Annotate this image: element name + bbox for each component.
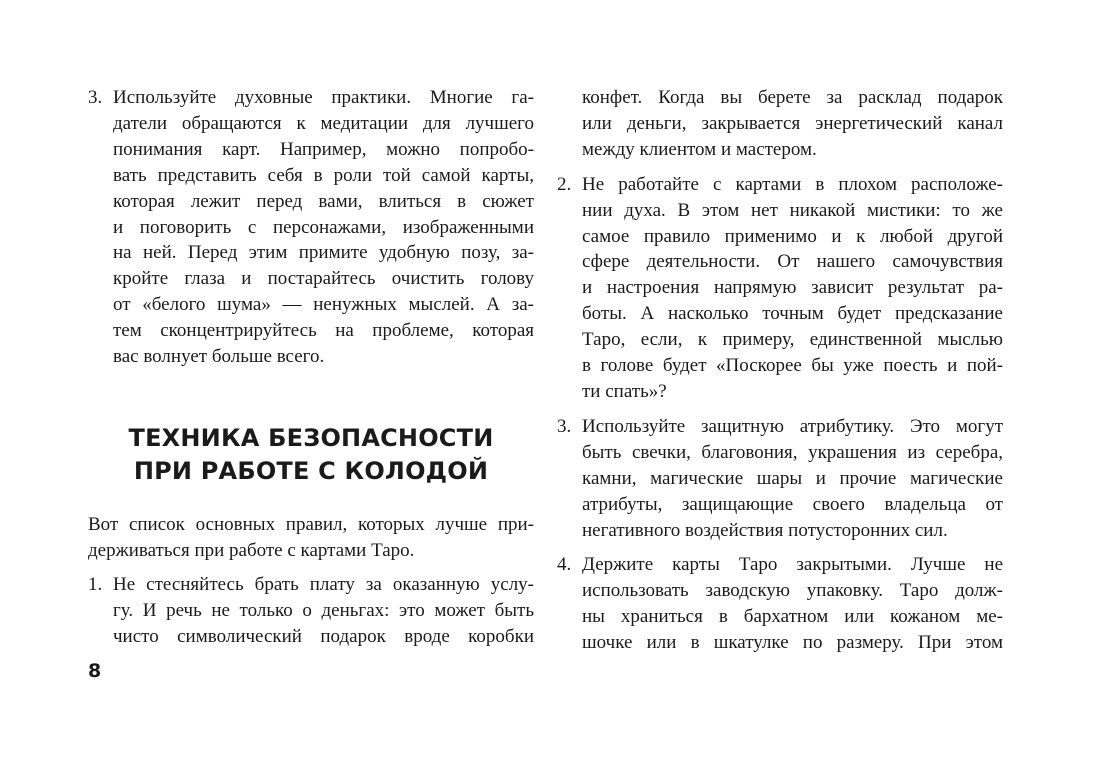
text-line: боты. А насколько точным будет предсказание [582, 303, 1003, 325]
left-list [88, 572, 534, 650]
text-line: Вот список основных правил, которых лучше при- [88, 514, 534, 535]
text-line: понимания карт. Например, можно попробо- [113, 138, 534, 160]
text-line: использовать заводскую упаковку. Таро долж- [582, 580, 1003, 602]
list-number: 1. [88, 574, 103, 595]
text-line: Не работайте с картами в плохом расположе- [582, 173, 1003, 195]
left-list-item-1 [88, 572, 534, 650]
text-line: на ней. Перед этим примите удобную позу, за- [113, 242, 534, 264]
text-line: Держите карты Таро закрытыми. Лучше не [582, 554, 1003, 576]
text-line: конфет. Когда вы берете за расклад подарок [582, 87, 1003, 108]
text-line: Не стесняйтесь брать плату за оказанную услу- [113, 574, 534, 595]
text-line: нии духа. В этом нет никакой мистики: то же [582, 199, 1003, 221]
text-line: которая лежит перед вами, влиться в сюжет [113, 190, 534, 212]
text-line: шочке или в шкатулке по размеру. При этом [582, 632, 1003, 654]
text-line: самое правило применимо и к любой другой [582, 225, 1003, 247]
text-line: от «белого шума» — ненужных мыслей. А за- [113, 294, 534, 316]
text-line: камни, магические шары и прочие магические [582, 467, 1003, 489]
list-number: 4. [557, 554, 572, 576]
text-line: Используйте защитную атрибутику. Это могут [582, 415, 1003, 437]
list-number: 2. [557, 173, 572, 195]
left-column [88, 85, 534, 370]
text-line: и поговорить с персонажами, изображенными [113, 216, 534, 238]
text-line: сфере деятельности. От нашего самочувствия [582, 251, 1003, 273]
text-line: атрибуты, защищающие своего владельца от [582, 493, 1003, 515]
text-line: кройте глаза и постарайтесь очистить голову [113, 268, 534, 290]
text-line: Таро, если, к примеру, единственной мыслью [582, 329, 1003, 351]
heading-line-1: ТЕХНИКА БЕЗОПАСНОСТИ [128, 424, 494, 452]
text-line: вас волнует больше всего. [113, 346, 325, 368]
intro-paragraph [88, 512, 534, 564]
text-line: гу. И речь не только о деньгах: это может быть [113, 599, 534, 621]
continuation-paragraph [557, 85, 1003, 163]
text-line: или деньги, закрывается энергетический канал [582, 112, 1003, 134]
right-column [557, 85, 1003, 656]
text-line: ны храниться в бархатном или кожаном ме- [582, 606, 1003, 628]
list-number: 3. [557, 415, 572, 437]
right-list-item-3 [557, 414, 1003, 544]
text-line: в голове будет «Поскорее бы уже поесть и пой- [582, 355, 1003, 377]
page-number: 8 [88, 660, 102, 682]
text-line: ти спать»? [582, 380, 667, 402]
heading-line-2: ПРИ РАБОТЕ С КОЛОДОЙ [133, 457, 489, 485]
text-line: и настроения напрямую зависит результат ра- [582, 277, 1003, 299]
list-number: 3. [88, 87, 103, 108]
text-line: тем сконцентрируйтесь на проблеме, которая [113, 320, 534, 342]
text-line: датели обращаются к медитации для лучшего [113, 112, 534, 134]
text-line: чисто символический подарок вроде коробки [113, 625, 534, 647]
section-heading [88, 422, 534, 488]
text-line: держиваться при работе с картами Таро. [88, 539, 415, 561]
text-line: между клиентом и мастером. [582, 138, 817, 160]
left-list-item-3 [88, 85, 534, 370]
right-list-item-4 [557, 552, 1003, 656]
right-list-item-2 [557, 172, 1003, 405]
text-line: быть свечки, благовония, украшения из серебра, [582, 441, 1003, 463]
text-line: негативного воздействия потусторонних сил. [582, 519, 948, 541]
text-line: Используйте духовные практики. Многие га- [113, 87, 534, 108]
text-line: вать представить себя в роли той самой карты, [113, 164, 534, 186]
